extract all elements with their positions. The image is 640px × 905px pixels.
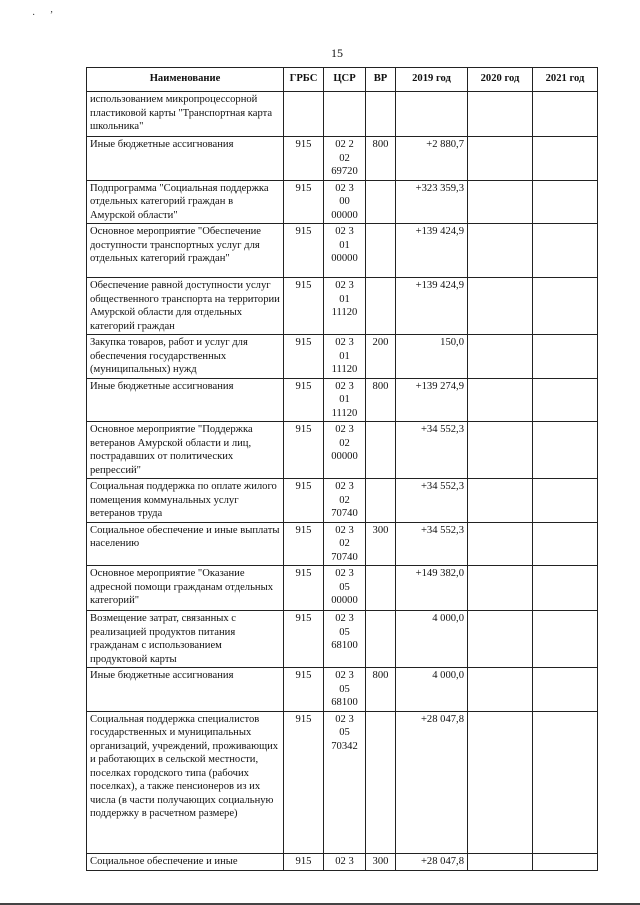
cell-grbs: 915	[284, 522, 324, 566]
cell-2021	[533, 522, 598, 566]
cell-2021	[533, 335, 598, 379]
cell-2019: +34 552,3	[396, 479, 468, 523]
header-csr: ЦСР	[324, 68, 366, 92]
cell-name: Основное мероприятие "Поддержка ветеранов Амурской области и лиц, пострадавших от политических репрессий"	[87, 422, 284, 479]
cell-grbs: 915	[284, 668, 324, 712]
cell-name: Возмещение затрат, связанных с реализацией продуктов питания гражданам с использованием продуктовой карты	[87, 611, 284, 668]
cell-csr: 02 3 05 68100	[324, 611, 366, 668]
cell-csr: 02 3	[324, 853, 366, 870]
cell-2020	[468, 335, 533, 379]
cell-2021	[533, 422, 598, 479]
cell-2020	[468, 853, 533, 870]
cell-2019: +28 047,8	[396, 711, 468, 853]
table-row	[87, 92, 598, 137]
table-row	[87, 711, 598, 853]
cell-grbs: 915	[284, 335, 324, 379]
cell-2020	[468, 378, 533, 422]
cell-csr: 02 3 01 11120	[324, 278, 366, 335]
cell-csr: 02 3 02 00000	[324, 422, 366, 479]
table-row	[87, 566, 598, 611]
cell-2020	[468, 522, 533, 566]
cell-2021	[533, 479, 598, 523]
cell-grbs: 915	[284, 422, 324, 479]
cell-2021	[533, 711, 598, 853]
header-2019: 2019 год	[396, 68, 468, 92]
cell-csr: 02 3 01 11120	[324, 335, 366, 379]
cell-vr	[366, 711, 396, 853]
cell-name: Социальное обеспечение и иные	[87, 853, 284, 870]
cell-name: Социальная поддержка специалистов государственных и муниципальных организаций, учреждений, проживающих и работающих в сельской местности, поселках городского типа (рабочих поселках), а также пенсионеров из их числа (в части получающих социальную поддержку в расчетном размере)	[87, 711, 284, 853]
table-row	[87, 522, 598, 566]
cell-vr	[366, 422, 396, 479]
cell-2019: 150,0	[396, 335, 468, 379]
cell-2019: +34 552,3	[396, 522, 468, 566]
cell-vr: 800	[366, 378, 396, 422]
cell-grbs: 915	[284, 224, 324, 278]
table-row	[87, 278, 598, 335]
cell-2019: +34 552,3	[396, 422, 468, 479]
cell-name: Социальное обеспечение и иные выплаты населению	[87, 522, 284, 566]
cell-2020	[468, 566, 533, 611]
cell-2019: +139 424,9	[396, 278, 468, 335]
cell-2021	[533, 278, 598, 335]
cell-csr: 02 3 02 70740	[324, 479, 366, 523]
cell-2019: +139 424,9	[396, 224, 468, 278]
header-vr: ВР	[366, 68, 396, 92]
table-row	[87, 611, 598, 668]
cell-2021	[533, 853, 598, 870]
cell-name: Обеспечение равной доступности услуг общественного транспорта на территории Амурской области для отдельных категорий граждан	[87, 278, 284, 335]
cell-2021	[533, 611, 598, 668]
cell-vr	[366, 566, 396, 611]
budget-table	[86, 67, 598, 871]
cell-vr	[366, 92, 396, 137]
table-row	[87, 224, 598, 278]
cell-grbs: 915	[284, 180, 324, 224]
cell-csr: 02 3 05 00000	[324, 566, 366, 611]
cell-2021	[533, 180, 598, 224]
cell-vr	[366, 278, 396, 335]
cell-name: Иные бюджетные ассигнования	[87, 378, 284, 422]
cell-2020	[468, 92, 533, 137]
table-row	[87, 180, 598, 224]
header-grbs: ГРБС	[284, 68, 324, 92]
cell-2021	[533, 668, 598, 712]
header-2021: 2021 год	[533, 68, 598, 92]
cell-2021	[533, 224, 598, 278]
cell-csr: 02 2 02 69720	[324, 137, 366, 181]
cell-name: Основное мероприятие "Оказание адресной помощи гражданам отдельных категорий"	[87, 566, 284, 611]
cell-2021	[533, 378, 598, 422]
cell-vr: 800	[366, 668, 396, 712]
cell-2020	[468, 422, 533, 479]
table-header-row	[87, 68, 598, 92]
page-number: 15	[331, 46, 343, 60]
cell-csr: 02 3 02 70740	[324, 522, 366, 566]
cell-name: использованием микропроцессорной пластиковой карты "Транспортная карта школьника"	[87, 92, 284, 137]
cell-grbs: 915	[284, 711, 324, 853]
cell-name: Иные бюджетные ассигнования	[87, 668, 284, 712]
cell-2019: +2 880,7	[396, 137, 468, 181]
cell-vr: 200	[366, 335, 396, 379]
cell-grbs: 915	[284, 566, 324, 611]
cell-vr	[366, 479, 396, 523]
header-name: Наименование	[87, 68, 284, 92]
cell-name: Социальная поддержка по оплате жилого помещения коммунальных услуг ветеранов труда	[87, 479, 284, 523]
table-row	[87, 335, 598, 379]
cell-2019	[396, 92, 468, 137]
cell-2021	[533, 566, 598, 611]
cell-2019: +139 274,9	[396, 378, 468, 422]
cell-csr: 02 3 05 68100	[324, 668, 366, 712]
cell-2021	[533, 137, 598, 181]
cell-2020	[468, 668, 533, 712]
cell-2020	[468, 278, 533, 335]
cell-2020	[468, 479, 533, 523]
cell-2021	[533, 92, 598, 137]
cell-vr	[366, 611, 396, 668]
cell-2019: 4 000,0	[396, 668, 468, 712]
header-2020: 2020 год	[468, 68, 533, 92]
cell-2020	[468, 137, 533, 181]
table-row	[87, 378, 598, 422]
cell-grbs: 915	[284, 611, 324, 668]
cell-2019: +28 047,8	[396, 853, 468, 870]
cell-vr: 800	[366, 137, 396, 181]
table-row	[87, 668, 598, 712]
cell-vr	[366, 180, 396, 224]
table-row	[87, 422, 598, 479]
cell-grbs: 915	[284, 378, 324, 422]
table-row	[87, 853, 598, 870]
cell-name: Закупка товаров, работ и услуг для обеспечения государственных (муниципальных) нужд	[87, 335, 284, 379]
cell-csr: 02 3 00 00000	[324, 180, 366, 224]
cell-2020	[468, 180, 533, 224]
cell-csr	[324, 92, 366, 137]
scan-specks: · ’	[32, 10, 60, 21]
table-row	[87, 479, 598, 523]
cell-name: Основное мероприятие "Обеспечение доступности транспортных услуг для отдельных категорий граждан"	[87, 224, 284, 278]
cell-vr	[366, 224, 396, 278]
cell-2020	[468, 611, 533, 668]
cell-2019: +149 382,0	[396, 566, 468, 611]
cell-csr: 02 3 05 70342	[324, 711, 366, 853]
cell-grbs	[284, 92, 324, 137]
table-row	[87, 137, 598, 181]
cell-grbs: 915	[284, 479, 324, 523]
cell-vr: 300	[366, 853, 396, 870]
cell-grbs: 915	[284, 853, 324, 870]
cell-name: Подпрограмма "Социальная поддержка отдельных категорий граждан в Амурской области"	[87, 180, 284, 224]
cell-name: Иные бюджетные ассигнования	[87, 137, 284, 181]
cell-vr: 300	[366, 522, 396, 566]
cell-csr: 02 3 01 00000	[324, 224, 366, 278]
cell-csr: 02 3 01 11120	[324, 378, 366, 422]
cell-grbs: 915	[284, 278, 324, 335]
cell-2020	[468, 711, 533, 853]
cell-2019: 4 000,0	[396, 611, 468, 668]
cell-grbs: 915	[284, 137, 324, 181]
cell-2020	[468, 224, 533, 278]
cell-2019: +323 359,3	[396, 180, 468, 224]
